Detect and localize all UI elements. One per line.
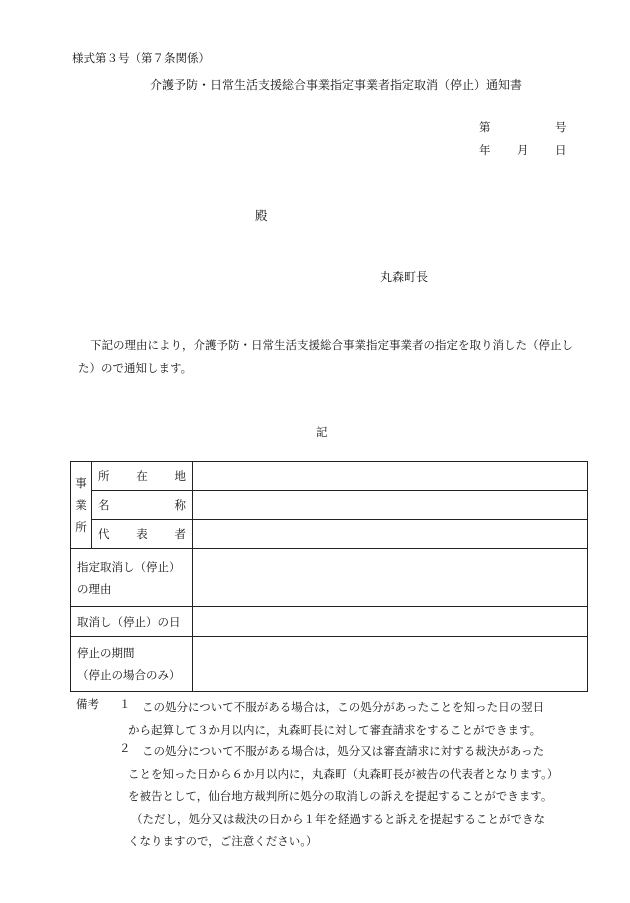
sender-mayor: 丸森町長 xyxy=(380,270,429,284)
reason-label: 指定取消し（停止） の理由 xyxy=(71,549,193,607)
note-1-line-2: から起算して３か月以内に，丸森町長に対して審査請求をすることができます。 xyxy=(128,722,542,737)
date-label: 取消し（停止）の日 xyxy=(71,607,193,637)
date-day-label: 日 xyxy=(555,143,567,157)
business-info-table xyxy=(70,461,588,692)
addressee-honorific: 殿 xyxy=(255,208,268,223)
table-row xyxy=(71,637,588,692)
ki-heading: 記 xyxy=(316,425,328,439)
table-row xyxy=(71,549,588,607)
reason-value[interactable] xyxy=(193,549,588,607)
note-2-line-4: （ただし，処分又は裁決の日から１年を経過すると訴えを提起することができな xyxy=(131,811,545,826)
date-month-label: 月 xyxy=(517,143,529,157)
note-1-line-1: この処分について不服がある場合は，この処分があったことを知った日の翌日 xyxy=(142,700,545,714)
note-2-line-3: を被告として，仙台地方裁判所に処分の取消しの訴えを提起することができます。 xyxy=(128,789,553,803)
reference-dai: 第 xyxy=(479,120,491,134)
date-year-label: 年 xyxy=(479,143,491,157)
reference-go: 号 xyxy=(555,120,567,134)
name-value[interactable] xyxy=(193,491,588,520)
note-1-number: １ xyxy=(119,697,131,711)
note-2-line-1: この処分について不服がある場合は，処分又は審査請求に対する裁決があった xyxy=(142,744,545,758)
date-value[interactable] xyxy=(193,607,588,637)
document-title: 介護予防・日常生活支援総合事業指定事業者指定取消（停止）通知書 xyxy=(150,78,523,92)
notes-label: 備考 xyxy=(76,697,99,711)
note-2-number: ２ xyxy=(119,741,131,755)
table-row xyxy=(71,607,588,637)
table-row xyxy=(71,462,588,491)
table-row xyxy=(71,491,588,520)
representative-label: 代 表 者 xyxy=(92,520,193,549)
business-group-label: 事 業 所 xyxy=(71,462,92,549)
form-number: 様式第３号（第７条関係） xyxy=(72,51,210,65)
period-value[interactable] xyxy=(193,637,588,692)
name-label: 名 称 xyxy=(92,491,193,520)
representative-value[interactable] xyxy=(193,520,588,549)
table-row xyxy=(71,520,588,549)
note-2-line-2: ことを知った日から６か月以内に，丸森町（丸森町長が被告の代表者となります。） xyxy=(128,766,559,781)
notice-body-text: 下記の理由により，介護予防・日常生活支援総合事業指定事業者の指定を取り消した（停止した）ので通知します。 xyxy=(78,338,573,375)
location-label: 所 在 地 xyxy=(92,462,193,491)
location-value[interactable] xyxy=(193,462,588,491)
period-label: 停止の期間 （停止の場合のみ） xyxy=(71,637,193,692)
note-2-line-5: くなりますので，ご注意ください。） xyxy=(128,834,318,848)
